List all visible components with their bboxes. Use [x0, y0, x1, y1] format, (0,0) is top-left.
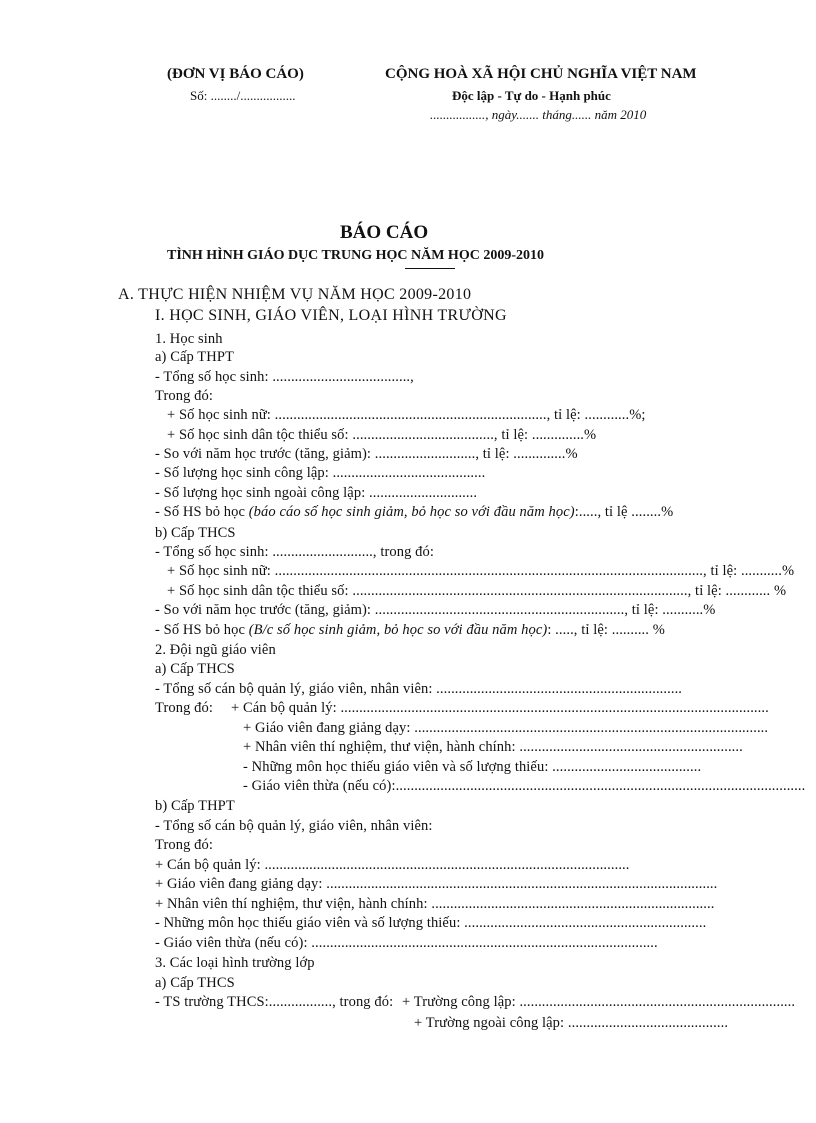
report-date: ................., ngày....... tháng...... năm 2010 — [430, 107, 647, 122]
subsection-heading: 3. Các loại hình trường lớp — [155, 955, 315, 971]
republic-name: CỘNG HOÀ XÃ HỘI CHỦ NGHĨA VIỆT NAM — [385, 66, 697, 82]
form-line: + Số học sinh nữ: ........................................................................., tỉ lệ: ............%; — [167, 407, 646, 423]
level-heading: a) Cấp THCS — [155, 975, 235, 991]
subsection-heading: 1. Học sinh — [155, 331, 223, 347]
level-heading: a) Cấp THCS — [155, 661, 235, 677]
form-line: - Số HS bỏ học (báo cáo số học sinh giảm, bỏ học so với đầu năm học):....., tỉ lệ ........% — [155, 504, 674, 520]
form-line: + Nhân viên thí nghiệm, thư viện, hành chính: ............................................................................ — [155, 896, 715, 912]
form-line: Trong đó: — [155, 837, 213, 853]
form-line: - Tổng số cán bộ quản lý, giáo viên, nhân viên: .................................................................. — [155, 681, 683, 697]
form-line: + Giáo viên đang giảng dạy: ............................................................................................... — [243, 720, 769, 736]
title-underline — [405, 268, 455, 269]
form-line: + Nhân viên thí nghiệm, thư viện, hành chính: ............................................................ — [243, 739, 743, 755]
form-line: + Số học sinh dân tộc thiểu số: ......................................, tỉ lệ: ..............% — [167, 427, 597, 443]
form-line: - Số lượng học sinh công lập: ......................................... — [155, 465, 486, 481]
subsection-heading: 2. Đội ngũ giáo viên — [155, 642, 276, 658]
form-line: + Số học sinh nữ: ..................................................................................................................., tỉ lệ: ...........% — [167, 563, 795, 579]
document-number: Số: ......../................. — [190, 88, 296, 103]
level-heading: b) Cấp THPT — [155, 798, 235, 814]
report-subtitle: TÌNH HÌNH GIÁO DỤC TRUNG HỌC NĂM HỌC 2009-2010 — [167, 248, 544, 263]
form-line: Trong đó: — [155, 700, 213, 716]
form-line: - Số lượng học sinh ngoài công lập: ............................. — [155, 485, 478, 501]
form-line: Trong đó: — [155, 388, 213, 404]
form-line: - Giáo viên thừa (nếu có):.............................................................................................................. — [243, 778, 806, 794]
form-line: + Trường công lập: .......................................................................... — [402, 994, 796, 1010]
report-title: BÁO CÁO — [340, 222, 429, 243]
form-line: - So với năm học trước (tăng, giảm): ..........................., tỉ lệ: ..............% — [155, 446, 578, 462]
section-i-heading: I. HỌC SINH, GIÁO VIÊN, LOẠI HÌNH TRƯỜNG — [155, 307, 507, 324]
reporting-unit: (ĐƠN VỊ BÁO CÁO) — [167, 66, 304, 82]
national-motto: Độc lập - Tự do - Hạnh phúc — [452, 88, 611, 103]
level-heading: b) Cấp THCS — [155, 525, 236, 541]
form-line: + Giáo viên đang giảng dạy: ......................................................................................................... — [155, 876, 718, 892]
form-line: + Trường ngoài công lập: ........................................... — [414, 1015, 729, 1031]
form-line: + Số học sinh dân tộc thiểu số: .........................................................................................., tỉ lệ: ............ % — [167, 583, 787, 599]
form-line: - Tổng số học sinh: ..........................., trong đó: — [155, 544, 435, 560]
form-line: - Số HS bỏ học (B/c số học sinh giảm, bỏ học so với đầu năm học): ....., tỉ lệ: .......... % — [155, 622, 665, 638]
form-line: - Giáo viên thừa (nếu có): ............................................................................................. — [155, 935, 658, 951]
form-line: - TS trường THCS:................., trong đó: — [155, 994, 394, 1010]
form-line: - Những môn học thiếu giáo viên và số lượng thiếu: ................................................................. — [155, 915, 707, 931]
form-line: - So với năm học trước (tăng, giảm): ..................................................................., tỉ lệ: ...........% — [155, 602, 716, 618]
form-line: - Tổng số học sinh: ....................................., — [155, 369, 414, 385]
form-line: - Những môn học thiếu giáo viên và số lượng thiếu: ........................................ — [243, 759, 702, 775]
form-line: - Tổng số cán bộ quản lý, giáo viên, nhân viên: — [155, 818, 433, 834]
section-a-heading: A. THỰC HIỆN NHIỆM VỤ NĂM HỌC 2009-2010 — [118, 286, 472, 303]
level-heading: a) Cấp THPT — [155, 349, 234, 365]
form-line: + Cán bộ quản lý: ................................................................................................................... — [231, 700, 769, 716]
form-line: + Cán bộ quản lý: .................................................................................................. — [155, 857, 630, 873]
